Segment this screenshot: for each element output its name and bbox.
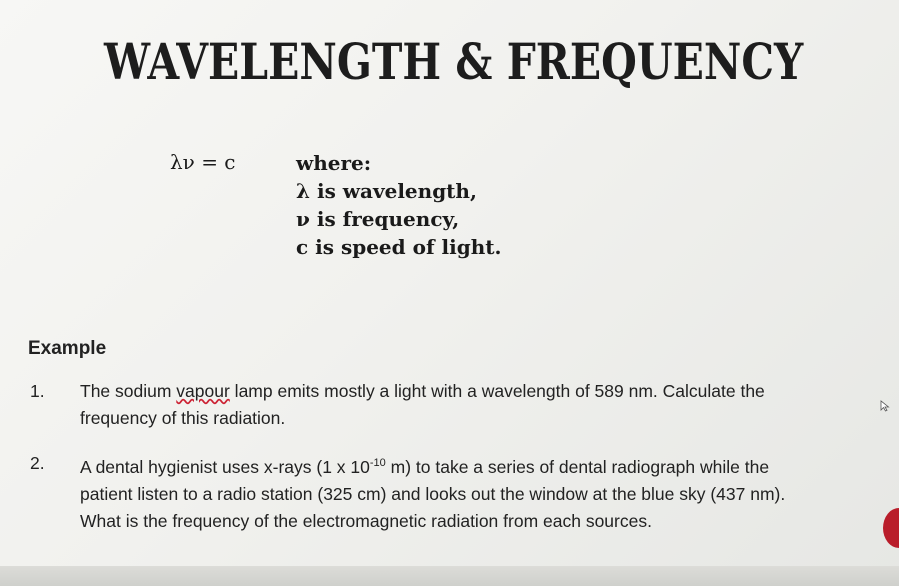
question-body [80,450,785,535]
formula: λν = c [170,150,236,174]
where-label: where: [296,151,372,175]
example-heading: Example [28,338,107,359]
question-line: What is the frequency of the electromagnetic radiation from each sources. [80,510,652,531]
formula-definitions [296,149,501,261]
question-number: 2. [30,453,45,473]
question-line: The sodium vapour lamp emits mostly a light with a wavelength of 589 nm. Calculate the [80,381,765,401]
screen-bottom-edge [0,566,899,586]
question-line: patient listen to a radio station (325 cm) and looks out the window at the blue sky (437 nm). [80,483,786,504]
question-number: 1. [30,381,45,401]
mouse-cursor-icon [880,400,890,412]
question-1 [30,378,870,438]
lambda-definition: λ is wavelength, [296,179,477,203]
nu-definition: ν is frequency, [296,207,460,231]
spellcheck-word: vapour [176,381,230,401]
question-line: A dental hygienist uses x-rays (1 x $10^{-10}$ m) to take a series of dental radiograph while the [80,456,770,477]
slide-title: WAVELENGTH & FREQUENCY [104,32,804,91]
question-2 [30,450,890,540]
question-line: frequency of this radiation. [80,408,286,428]
question-body [80,378,765,432]
c-definition: c is speed of light. [296,235,502,259]
